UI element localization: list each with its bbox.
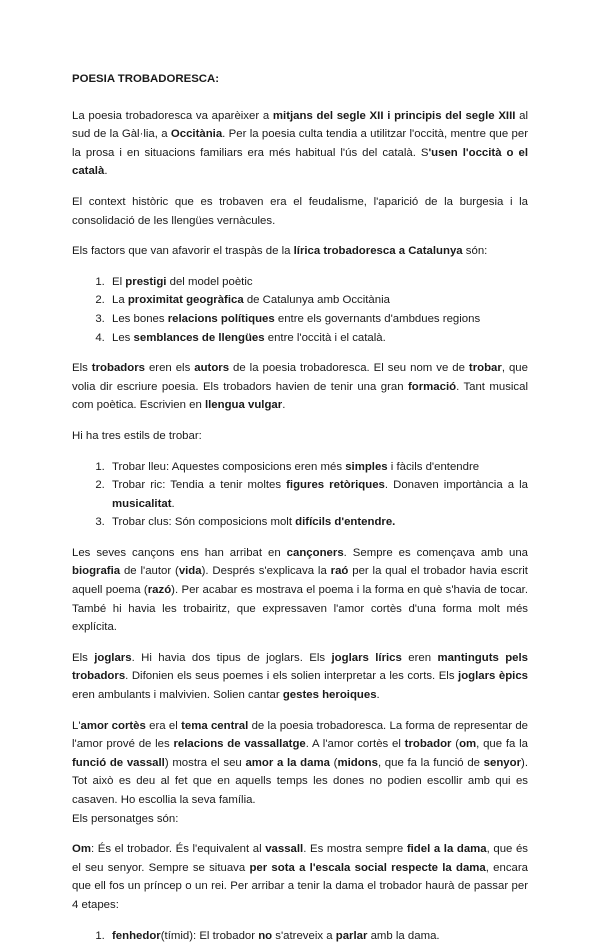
paragraph-amor-cortes — [72, 717, 528, 810]
estils-list — [72, 458, 528, 532]
document-page — [72, 60, 528, 945]
bold-span: midons — [337, 756, 378, 769]
text-span: s'atreveix a — [272, 929, 336, 942]
bold-span: figures retòriques — [286, 479, 385, 492]
bold-span: amor a la dama — [245, 756, 330, 769]
bold-span: mitjans del segle XII i principis del segle XIII — [272, 109, 516, 122]
paragraph-factors-intro — [72, 242, 528, 261]
paragraph-om — [72, 840, 528, 914]
text-span: Els — [72, 651, 95, 664]
bold-span: proximitat geogràfica — [127, 294, 244, 307]
bold-span: gestes heroiques — [282, 689, 377, 702]
text-span: de l'autor ( — [120, 565, 179, 578]
bold-span: biografia — [72, 565, 121, 578]
text-span: Els — [72, 362, 92, 375]
text-span: , que fa la — [476, 738, 529, 751]
text-span: . Es mostra sempre — [303, 843, 407, 856]
bold-span: llengua vulgar — [204, 399, 283, 412]
text-span: al sud de la Gàl·lia, a — [72, 109, 529, 141]
text-span: ) mostra el seu — [164, 756, 246, 769]
text-span: eren — [401, 651, 438, 664]
text-span: Trobar lleu: Aquestes composicions eren més — [112, 460, 346, 473]
text-span: . Hi havia dos tipus de joglars. Els — [131, 651, 332, 664]
text-span: del model poètic — [166, 275, 253, 288]
text-span: ). Després s'explicava la — [201, 565, 331, 578]
text-span: , encara que ell fos un príncep o un rei. Per arribar a tenir la dama el trobador haurà de passar per 4 etapes: — [72, 861, 528, 911]
bold-span: razó — [147, 584, 172, 597]
etapes-list — [72, 927, 528, 945]
text-span: de Catalunya amb Occitània — [243, 294, 390, 307]
text-span: entre els governants d'ambdues regions — [274, 312, 481, 325]
text-span: La — [112, 294, 128, 307]
bold-span: Occitània — [170, 128, 223, 141]
bold-span: funció de vassall — [72, 756, 165, 769]
text-span: , que fa la funció de — [377, 756, 484, 769]
bold-span: raó — [330, 565, 349, 578]
bold-span: simples — [345, 460, 388, 473]
paragraph-context: El context històric que es trobaven era el feudalisme, l'aparició de la burgesia i la consolidació de les llengües vernàcules. — [72, 195, 528, 227]
bold-span: joglars — [94, 651, 132, 664]
bold-span: 'usen l'occità o el català — [72, 146, 528, 178]
text-span: de la poesia trobadoresca. La forma de representar de l'amor prové de les — [72, 719, 529, 751]
text-span: . A l'amor cortès el — [305, 738, 405, 751]
text-span: eren els — [144, 362, 195, 375]
list-item — [108, 927, 528, 945]
text-span: , que volia dir escriure poesia. Els trobadors havien de tenir una gran — [72, 362, 528, 393]
bold-span: trobar — [468, 362, 502, 375]
text-span: (tímid): El trobador — [160, 929, 259, 942]
text-span: Els factors que van afavorir el traspàs de la — [72, 245, 294, 258]
list-item — [108, 458, 528, 477]
list-item — [108, 329, 528, 348]
text-span: . Donaven importància a la — [384, 479, 529, 492]
bold-span: per sota a l'escala social respecte la dama — [249, 861, 486, 874]
text-span: amb la dama. — [367, 929, 440, 942]
text-span: entre l'occità i el català. — [264, 331, 386, 344]
bold-span: no — [258, 929, 273, 942]
text-span: i fàcils d'entendre — [387, 460, 480, 473]
text-span: La poesia trobadoresca va aparèixer a — [72, 109, 273, 122]
text-span: . — [376, 689, 380, 702]
text-span: : És el trobador. És l'equivalent al — [91, 843, 266, 856]
text-span: ( — [329, 756, 338, 769]
bold-span: joglars èpics — [458, 670, 529, 683]
bold-span: fenhedor — [112, 929, 161, 942]
bold-span: semblances de llengües — [133, 331, 265, 344]
paragraph-joglars — [72, 649, 528, 705]
text-span: L' — [72, 719, 81, 732]
text-span: ( — [451, 738, 460, 751]
text-span: El — [112, 275, 126, 288]
bold-span: Om — [72, 843, 91, 856]
text-span: . — [171, 497, 175, 510]
text-span: . — [282, 399, 286, 412]
list-item — [108, 476, 528, 513]
bold-span: senyor — [483, 756, 522, 769]
text-span: era el — [145, 719, 182, 732]
text-span: Les — [112, 331, 134, 344]
bold-span: lírica trobadoresca a Catalunya — [293, 245, 463, 258]
bold-span: tema central — [181, 719, 249, 732]
text-span: . — [104, 165, 108, 178]
bold-span: joglars lírics — [331, 651, 402, 664]
bold-span: vassall — [265, 843, 304, 856]
paragraph-trobadors — [72, 359, 528, 415]
text-span: . Difonien els seus poemes i els solien interpretar a les corts. Els — [125, 670, 459, 683]
text-span: . Sempre es començava amb una — [343, 546, 528, 559]
bold-span: amor cortès — [80, 719, 146, 732]
paragraph-intro — [72, 107, 528, 181]
text-span: ). Per acabar es mostrava el poema i la forma en què s'havia de tocar. També hi havia les trobairitz, que expressaven l'amor cortès d'una forma molt més explícita. — [72, 584, 528, 634]
bold-span: difícils d'entendre. — [295, 516, 396, 529]
bold-span: trobador — [404, 738, 452, 751]
bold-span: parlar — [335, 929, 368, 942]
bold-span: relacions polítiques — [167, 312, 275, 325]
page-title: POESIA TROBADORESCA: — [72, 73, 220, 85]
text-span: . Per la poesia culta tendia a utilitzar l'occità, mentre que per la prosa i en situacions familiars era més habitual l'ús del català. S — [72, 128, 528, 159]
factors-list — [72, 273, 528, 347]
paragraph-personatges-intro: Els personatges són: — [72, 812, 179, 825]
text-span: . Tant musical com poètica. Escrivien en — [72, 380, 528, 412]
bold-span: vida — [178, 565, 202, 578]
text-span: , que és el seu senyor. Sempre se situava — [72, 843, 529, 874]
bold-span: trobadors — [91, 362, 145, 375]
paragraph-cansoners — [72, 544, 528, 637]
bold-span: musicalitat — [112, 497, 172, 510]
bold-span: relacions de vassallatge — [173, 738, 306, 751]
text-span: Les seves cançons ens han arribat en — [72, 546, 287, 559]
bold-span: mantinguts pels trobadors — [72, 651, 529, 683]
text-span: ). Tot això es deu al fet que en aquells temps les dones no podien escollir amb qui es casaven. Ho escollia la seva família. — [72, 756, 528, 806]
text-span: Trobar clus: Són composicions molt — [112, 516, 296, 529]
paragraph-estils-intro: Hi ha tres estils de trobar: — [72, 429, 202, 442]
text-span: Trobar ric: Tendia a tenir moltes — [112, 479, 287, 492]
text-span: eren ambulants i malvivien. Solien cantar — [72, 689, 283, 702]
text-span: són: — [462, 245, 488, 258]
bold-span: cançoners — [286, 546, 344, 559]
text-span: per la qual el trobador havia escrit aquell poema ( — [72, 565, 528, 597]
list-item — [108, 310, 528, 329]
list-item — [108, 513, 528, 532]
list-item — [108, 291, 528, 310]
bold-span: om — [459, 738, 477, 751]
bold-span: prestigi — [125, 275, 167, 288]
list-item — [108, 273, 528, 292]
text-span: de la poesia trobadoresca. El seu nom ve de — [229, 362, 469, 375]
bold-span: fidel a la dama — [406, 843, 487, 856]
text-span: Les bones — [112, 312, 168, 325]
bold-span: formació — [407, 380, 457, 393]
bold-span: autors — [194, 362, 230, 375]
